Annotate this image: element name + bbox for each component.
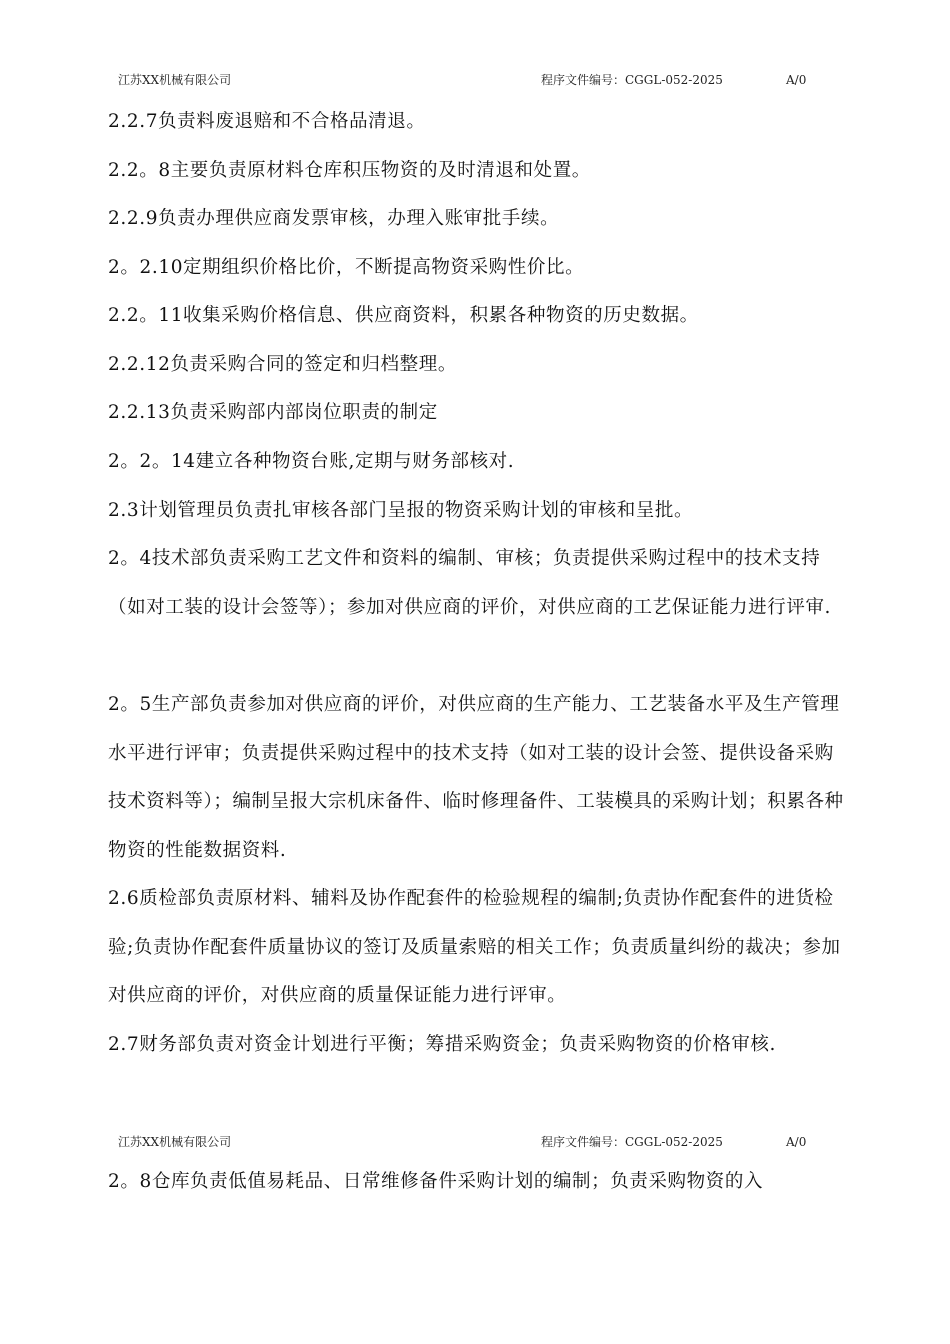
paragraph: 2。5生产部负责参加对供应商的评价，对供应商的生产能力、工艺装备水平及生产管理水平进行评审；负责提供采购过程中的技术支持（如对工装的设计会签、提供设备采购技术资料等）；编制呈报大宗机床备件、临时修理备件、工装模具的采购计划；积累各种物资的性能数据资料.: [108, 694, 844, 861]
paragraph: 2.2.9负责办理供应商发票审核，办理入账审批手续。: [108, 208, 560, 229]
paragraph: 2。8仓库负责低值易耗品、日常维修备件采购计划的编制；负责采购物资的入: [108, 1171, 764, 1192]
paragraph: 2.7财务部负责对资金计划进行平衡；筹措采购资金；负责采购物资的价格审核.: [108, 1034, 777, 1055]
document-code: 程序文件编号：CGGL-052-2025: [541, 1135, 723, 1149]
paragraph: 2.2。8主要负责原材料仓库积压物资的及时清退和处置。: [108, 160, 591, 181]
paragraph: 2。2。14建立各种物资台账,定期与财务部核对.: [108, 451, 515, 472]
paragraph: 2.2.13负责采购部内部岗位职责的制定: [108, 402, 438, 423]
revision: A/0: [786, 1135, 807, 1149]
paragraph: 2。4技术部负责采购工艺文件和资料的编制、审核；负责提供采购过程中的技术支持（如对工装的设计会签等）；参加对供应商的评价，对供应商的工艺保证能力进行评审.: [108, 548, 832, 618]
company-name: 江苏XX机械有限公司: [118, 1135, 232, 1149]
paragraph: 2。2.10定期组织价格比价，不断提高物资采购性价比。: [108, 257, 585, 278]
paragraph: 2.6质检部负责原材料、辅料及协作配套件的检验规程的编制;负责协作配套件的进货检验;负责协作配套件质量协议的签订及质量索赔的相关工作；负责质量纠纷的裁决；参加对供应商的评价，对供应商的质量保证能力进行评审。: [108, 888, 841, 1006]
paragraph: 2.2.12负责采购合同的签定和归档整理。: [108, 354, 457, 375]
paragraph: 2.2.7负责料废退赔和不合格品清退。: [108, 111, 426, 132]
paragraph: 2.2。11收集采购价格信息、供应商资料，积累各种物资的历史数据。: [108, 305, 699, 326]
company-name: 江苏XX机械有限公司: [118, 73, 232, 87]
document-code: 程序文件编号：CGGL-052-2025: [541, 73, 723, 87]
revision: A/0: [786, 73, 807, 87]
paragraph: 2.3计划管理员负责扎审核各部门呈报的物资采购计划的审核和呈批。: [108, 500, 694, 521]
